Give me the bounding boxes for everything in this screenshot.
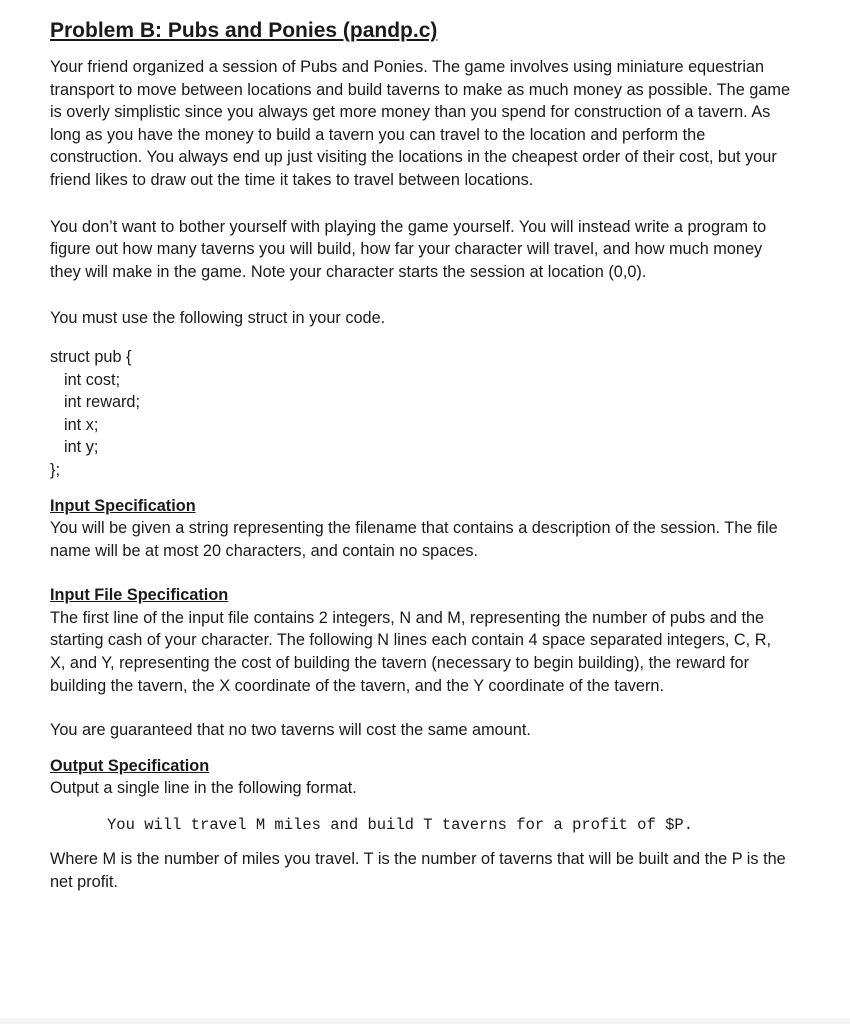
input-spec-heading: Input Specification	[50, 496, 196, 515]
output-explanation: Where M is the number of miles you travel. T is the number of taverns that will be built and the P is the net profit.	[50, 850, 786, 891]
output-format-line: You will travel M miles and build T taverns for a profit of $P.	[107, 816, 693, 835]
intro-paragraph-2: You don’t want to bother yourself with playing the game yourself. You will instead write a program to figure out how many taverns you will build, how far your character will travel, and how much money they will make in the game. Note your character starts the session at location (0,0).	[50, 217, 767, 281]
struct-field-reward: int reward;	[64, 393, 141, 412]
intro-paragraph-1: Your friend organized a session of Pubs and Ponies. The game involves using miniature equestrian transport to move between locations and build taverns to make as much money as possible. The game is overly simplistic since you always get more money than you spend for construction of a tavern. As long as you have the money to build a tavern you can travel to the location and perform the construction. You always end up just visiting the locations in the cheapest order of their cost, but your friend likes to draw out the time it takes to travel between locations.	[50, 58, 790, 189]
struct-field-y: int y;	[64, 438, 99, 457]
struct-field-cost: int cost;	[64, 370, 121, 389]
cost-guarantee-text: You are guaranteed that no two taverns will cost the same amount.	[50, 721, 531, 740]
input-file-spec-text: The first line of the input file contains 2 integers, N and M, representing the number of pubs and the starting cash of your character. The following N lines each contain 4 space separated integers, C, R, X, and Y, representing the cost of building the tavern (necessary to begin building), the reward for building the tavern, the X coordinate of the tavern, and the Y coordinate of the tavern.	[50, 608, 771, 695]
page-bottom-edge	[0, 1018, 850, 1024]
struct-code-block	[50, 346, 790, 482]
output-spec-text: Output a single line in the following format.	[50, 779, 357, 798]
document-page	[50, 18, 790, 893]
struct-field-x: int x;	[64, 415, 99, 434]
struct-close-line: };	[50, 460, 60, 479]
struct-open-line: struct pub {	[50, 347, 132, 366]
input-spec-text: You will be given a string representing the filename that contains a description of the session. The file name will be at most 20 characters, and contain no spaces.	[50, 519, 778, 560]
output-spec-heading: Output Specification	[50, 756, 210, 775]
page-title: Problem B: Pubs and Ponies (pandp.c)	[50, 19, 438, 42]
struct-instruction: You must use the following struct in your code.	[50, 309, 386, 328]
input-file-spec-heading: Input File Specification	[50, 586, 229, 605]
